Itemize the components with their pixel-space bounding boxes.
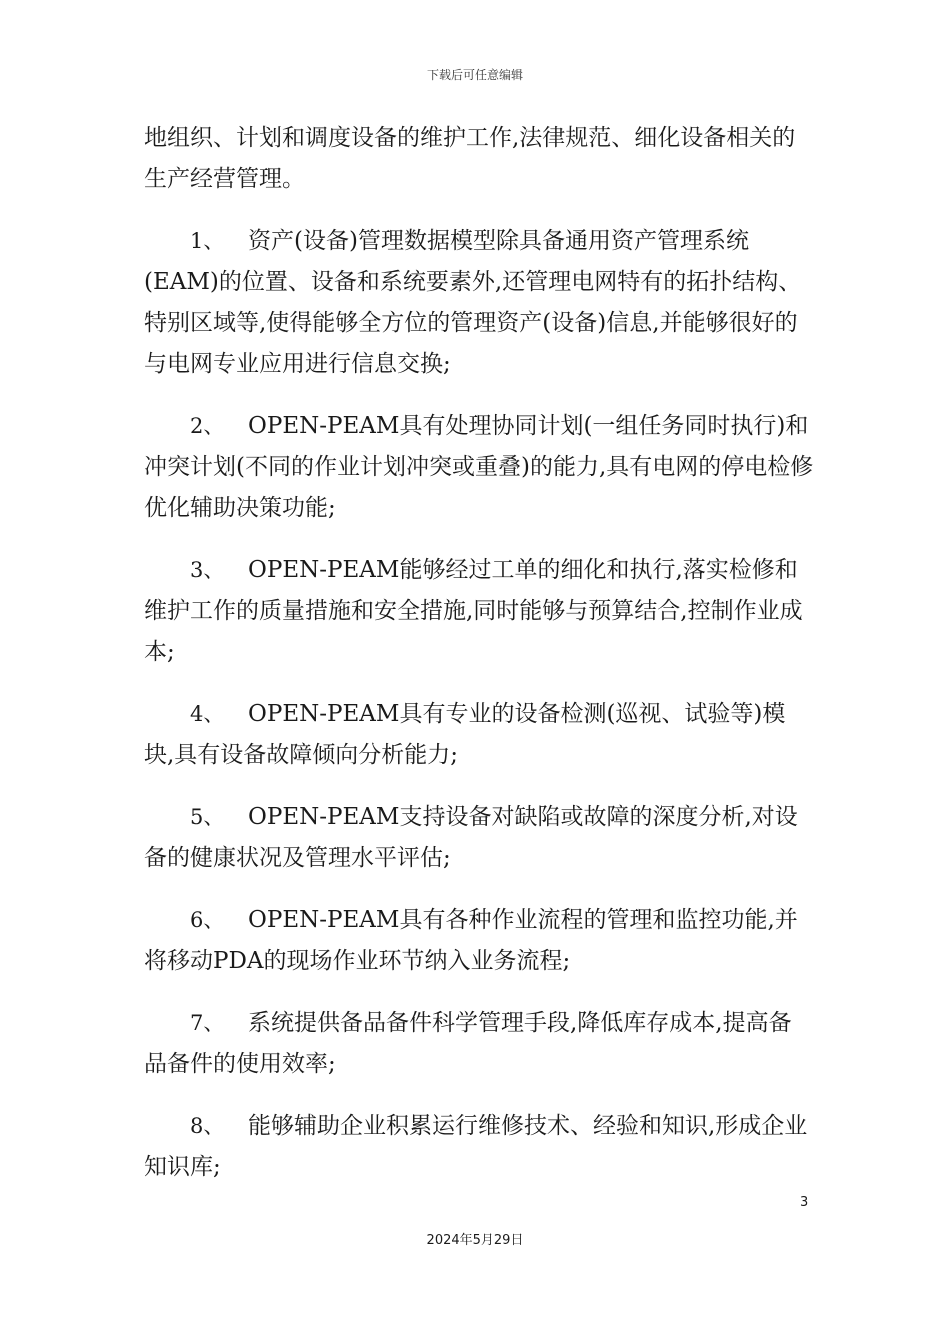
list-item-3 xyxy=(144,550,814,673)
list-item-number: 6、 xyxy=(190,908,225,932)
list-item-7 xyxy=(144,1003,814,1085)
list-item-number: 5、 xyxy=(190,805,225,829)
page-footer-date: 2024年5月29日 xyxy=(426,1233,524,1248)
list-item-text: 资产(设备)管理数据模型除具备通用资产管理系统(EAM)的位置、设备和系统要素外,还管理电网特有的拓扑结构、特别区域等,使得能够全方位的管理资产(设备)信息,并能够很好的与电网专业应用进行信息交换; xyxy=(144,228,802,377)
list-item-number: 1、 xyxy=(190,229,225,253)
list-item-text: OPEN-PEAM具有处理协同计划(一组任务同时执行)和冲突计划(不同的作业计划冲突或重叠)的能力,具有电网的停电检修优化辅助决策功能; xyxy=(144,413,814,521)
list-item-text: OPEN-PEAM能够经过工单的细化和执行,落实检修和维护工作的质量措施和安全措施,同时能够与预算结合,控制作业成本; xyxy=(144,557,803,665)
list-item-1 xyxy=(144,221,814,385)
list-item-8 xyxy=(144,1106,814,1188)
list-item-text: OPEN-PEAM支持设备对缺陷或故障的深度分析,对设备的健康状况及管理水平评估; xyxy=(144,804,798,871)
list-item-4 xyxy=(144,694,814,776)
list-item-number: 4、 xyxy=(190,702,225,726)
page-number: 3 xyxy=(800,1195,809,1210)
list-item-number: 2、 xyxy=(190,414,225,438)
intro-paragraph: 地组织、计划和调度设备的维护工作,法律规范、细化设备相关的生产经营管理。 xyxy=(144,125,796,192)
list-item-text: OPEN-PEAM具有各种作业流程的管理和监控功能,并将移动PDA的现场作业环节纳入业务流程; xyxy=(144,907,798,974)
list-item-text: OPEN-PEAM具有专业的设备检测(巡视、试验等)模块,具有设备故障倾向分析能力; xyxy=(144,701,786,768)
list-item-2 xyxy=(144,406,814,529)
list-item-number: 7、 xyxy=(190,1011,225,1035)
list-item-number: 8、 xyxy=(190,1114,225,1138)
document-body xyxy=(144,118,814,1209)
list-item-number: 3、 xyxy=(190,558,225,582)
list-item-6 xyxy=(144,900,814,982)
list-item-5 xyxy=(144,797,814,879)
page-header: 下载后可任意编辑 xyxy=(426,68,523,82)
list-item-text: 系统提供备品备件科学管理手段,降低库存成本,提高备品备件的使用效率; xyxy=(144,1010,792,1077)
list-item-text: 能够辅助企业积累运行维修技术、经验和知识,形成企业知识库; xyxy=(144,1113,808,1180)
